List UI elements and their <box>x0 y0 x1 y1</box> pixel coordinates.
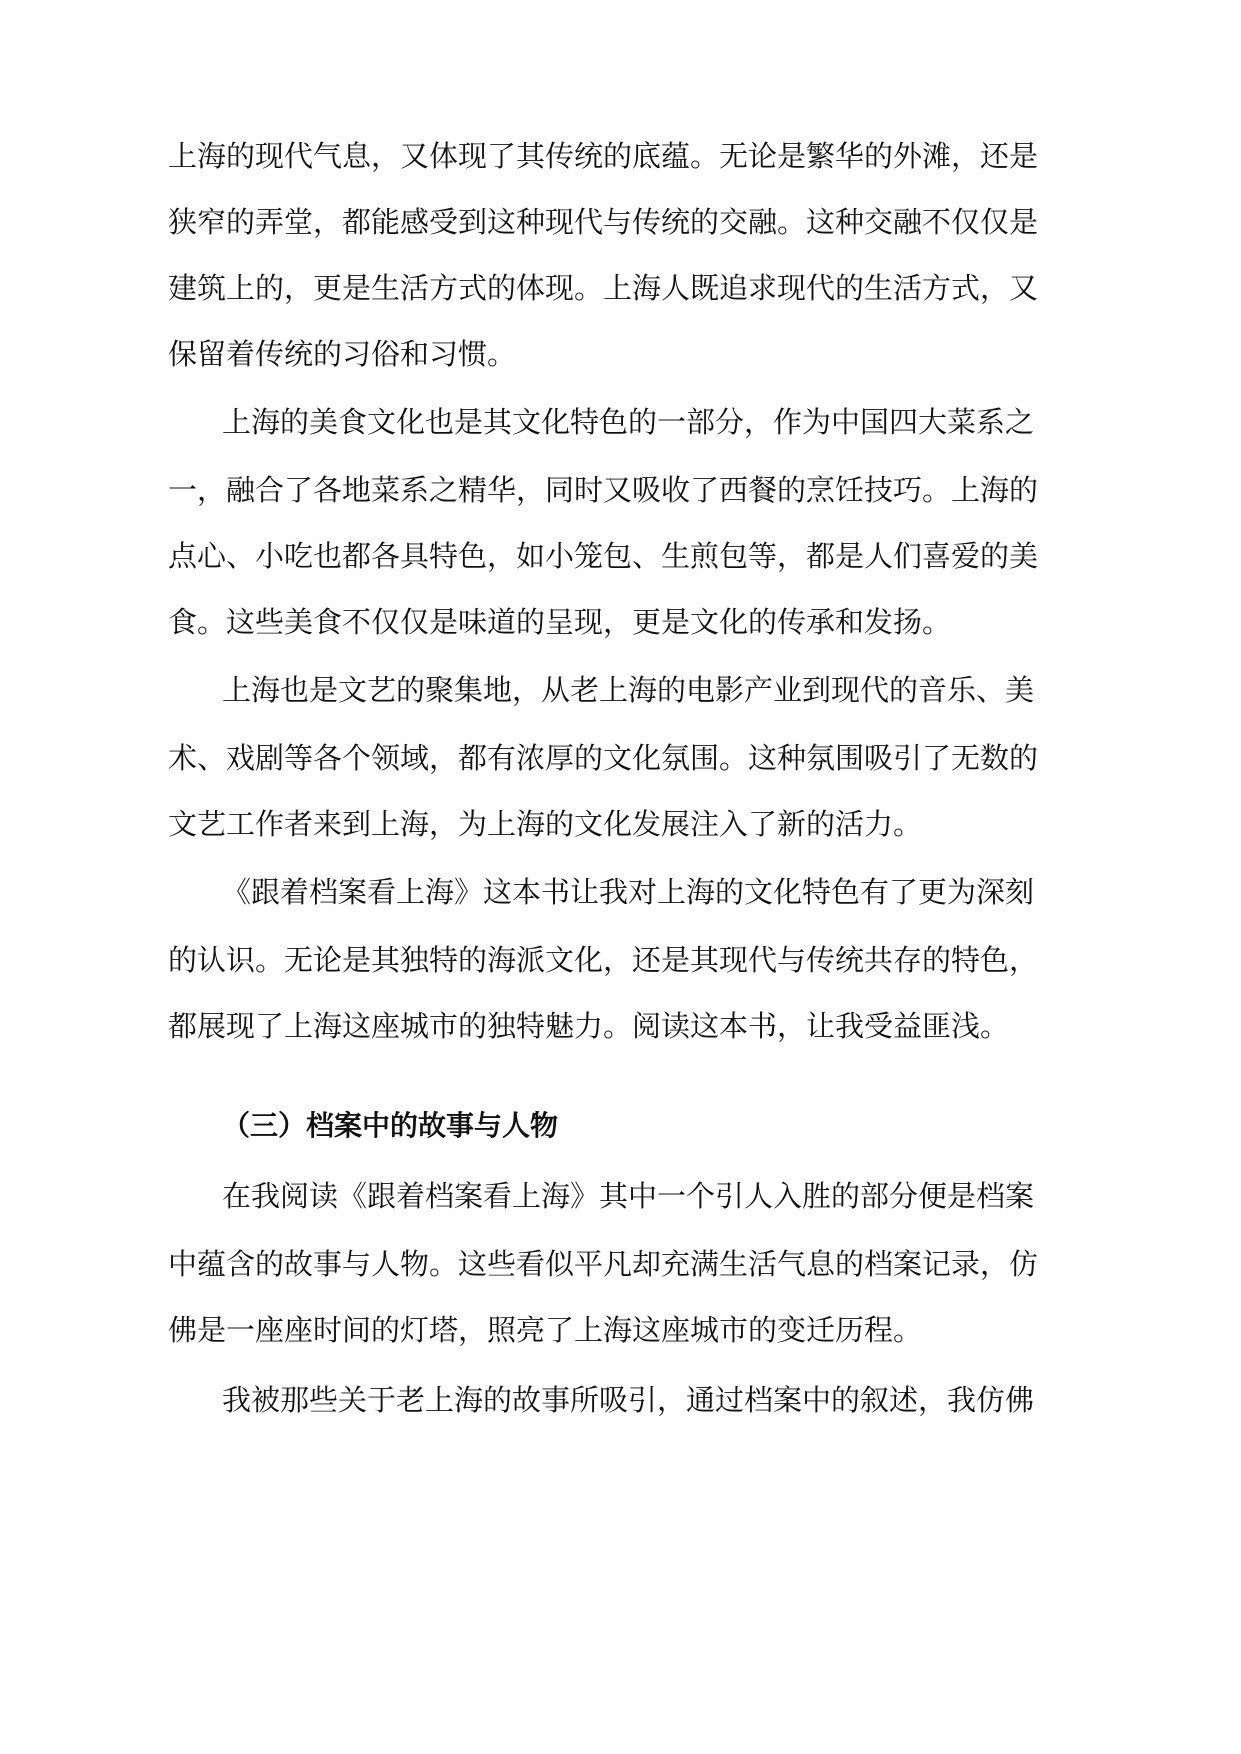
body-text-line: 术、戏剧等各个领域，都有浓厚的文化氛围。这种氛围吸引了无数的 <box>168 741 1039 775</box>
body-text-line: 一，融合了各地菜系之精华，同时又吸收了西餐的烹饪技巧。上海的 <box>168 473 1039 507</box>
body-text-line: 文艺工作者来到上海，为上海的文化发展注入了新的活力。 <box>168 807 923 841</box>
body-text-line: 保留着传统的习俗和习惯。 <box>168 337 517 371</box>
body-text-line: 狭窄的弄堂，都能感受到这种现代与传统的交融。这种交融不仅仅是 <box>168 205 1039 239</box>
body-text-line: 中蕴含的故事与人物。这些看似平凡却充满生活气息的档案记录，仿 <box>168 1247 1039 1281</box>
body-text-line: 上海的美食文化也是其文化特色的一部分，作为中国四大菜系之 <box>222 405 1035 439</box>
body-text-line: 在我阅读《跟着档案看上海》其中一个引人入胜的部分便是档案 <box>222 1179 1035 1213</box>
body-text-line: 上海也是文艺的聚集地，从老上海的电影产业到现代的音乐、美 <box>222 673 1035 707</box>
body-text-line: 我被那些关于老上海的故事所吸引，通过档案中的叙述，我仿佛 <box>222 1383 1035 1417</box>
body-text-line: 上海的现代气息，又体现了其传统的底蕴。无论是繁华的外滩，还是 <box>168 139 1039 173</box>
body-text-line: 食。这些美食不仅仅是味道的呈现，更是文化的传承和发扬。 <box>168 605 952 639</box>
body-text-line: 都展现了上海这座城市的独特魅力。阅读这本书，让我受益匪浅。 <box>168 1009 1010 1043</box>
section-heading: （三）档案中的故事与人物 <box>222 1109 559 1142</box>
body-text-line: 的认识。无论是其独特的海派文化，还是其现代与传统共存的特色， <box>168 943 1039 977</box>
body-text-line: 佛是一座座时间的灯塔，照亮了上海这座城市的变迁历程。 <box>168 1313 923 1347</box>
body-text-line: 点心、小吃也都各具特色，如小笼包、生煎包等，都是人们喜爱的美 <box>168 539 1039 573</box>
body-text-line: 《跟着档案看上海》这本书让我对上海的文化特色有了更为深刻 <box>222 875 1035 909</box>
body-text-line: 建筑上的，更是生活方式的体现。上海人既追求现代的生活方式，又 <box>168 271 1039 305</box>
